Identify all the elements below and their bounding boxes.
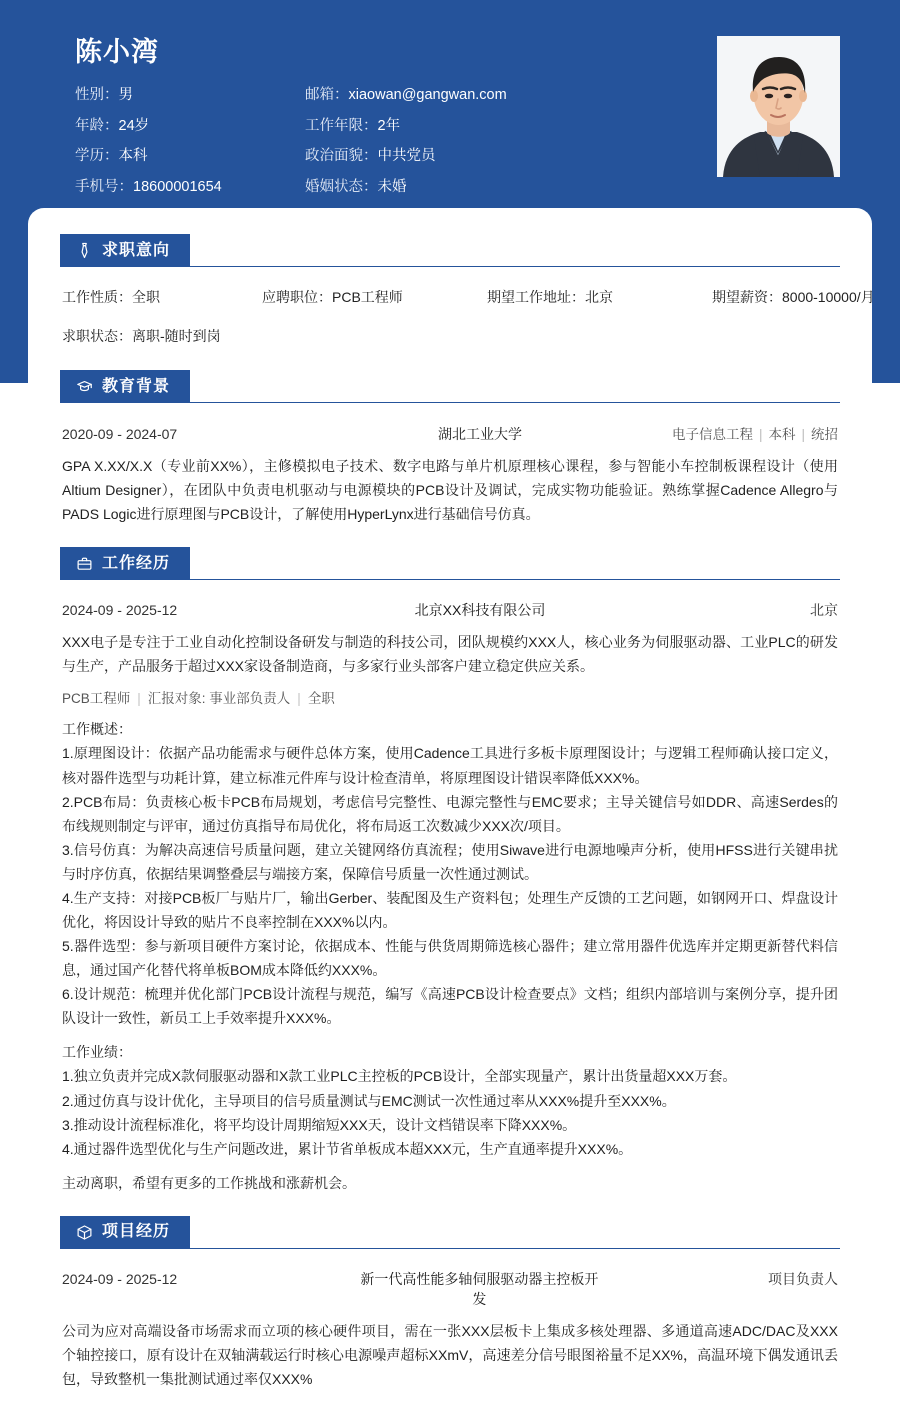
work-achievement-item: 1.独立负责并完成X款伺服驱动器和X款工业PLC主控板的PCB设计，全部实现量产，累计出货量超XXX万套。 <box>62 1068 737 1085</box>
section-title: 求职意向 <box>102 241 171 259</box>
education-description: GPA X.XX/X.X（专业前XX%），主修模拟电子技术、数字电路与单片机原理核心课程，参与智能小车控制板课程设计（使用Altium Designer），在团队中负责电机驱动与电源模块的PCB设计及调试，完成实物功能验证。熟练掌握Cadence Allegro与PADS Logic进行原理图与PCB设计，了解使用HyperLynx进行基础信号仿真。 <box>62 458 838 523</box>
work-overview-title: 工作概述： <box>62 721 132 738</box>
section-job-intention <box>60 234 875 364</box>
project-date: 2024-09 - 2025-12 <box>62 1270 178 1287</box>
field-target-position: 应聘职位：PCB工程师 <box>262 289 403 305</box>
work-role: PCB工程师 <box>62 691 131 707</box>
section-education <box>60 370 840 541</box>
work-achievement-item: 2.通过仿真与设计优化，主导项目的信号质量测试与EMC测试一次性通过率从XXX%提升至XXX%。 <box>62 1092 676 1109</box>
graduation-cap-icon <box>76 378 93 395</box>
section-tab <box>60 1216 190 1249</box>
work-leave-reason: 主动离职，希望有更多的工作挑战和涨薪机会。 <box>62 1174 356 1191</box>
candidate-name: 陈小湾 <box>75 37 159 67</box>
section-title: 工作经历 <box>102 554 171 572</box>
work-overview-item: 6.设计规范：梳理并优化部门PCB设计流程与规范，编写《高速PCB设计检查要点》文档；组织内部培训与案例分享，提升团队设计一致性，新员工上手效率提升XXX%。 <box>62 986 838 1027</box>
info-age: 年龄：24岁 <box>75 117 150 134</box>
section-header-job-intention <box>60 234 840 267</box>
project-entry-header <box>60 1253 840 1309</box>
work-achievement-item: 3.推动设计流程标准化，将平均设计周期缩短XXX天，设计文档错误率下降XXX%。 <box>62 1116 577 1133</box>
field-expected-salary: 期望薪资：8000-10000/月 <box>712 289 875 305</box>
info-education-level: 学历：本科 <box>75 148 148 165</box>
section-header-education <box>60 370 840 403</box>
section-title: 教育背景 <box>102 377 171 395</box>
field-job-type: 工作性质：全职 <box>62 289 160 305</box>
info-gender: 性别：男 <box>75 86 133 103</box>
section-work-experience <box>60 547 840 1210</box>
work-leave-reason-block <box>60 1161 840 1195</box>
avatar <box>717 36 840 177</box>
work-achievement-item: 4.通过器件选型优化与生产问题改进，累计节省单板成本超XXX元，生产直通率提升XXX%。 <box>62 1140 633 1157</box>
work-overview-item: 3.信号仿真：为解决高速信号质量问题，建立关键网络仿真流程；使用Siwave进行电源地噪声分析，使用HFSS进行关键串扰与时序仿真，依据结果调整叠层与端接方案，保障信号质量一次性通过测试。 <box>62 841 838 882</box>
briefcase-icon <box>76 555 93 572</box>
work-overview-item: 2.PCB布局：负责核心板卡PCB布局规划，考虑信号完整性、电源完整性与EMC要求；主导关键信号如DDR、高速Serdes的布线规则制定与评审，通过仿真指导布局优化，将布局返工次数减少XXX次/项目。 <box>62 793 838 834</box>
field-job-status: 求职状态：离职-随时到岗 <box>62 328 221 344</box>
section-header-project <box>60 1216 840 1249</box>
work-company-intro: XXX电子是专注于工业自动化控制设备研发与制造的科技公司，团队规模约XXX人，核心业务为伺服驱动器、工业PLC的研发与生产，产品服务于超过XXX家设备制造商，与多家行业头部客户建立稳定供应关系。 <box>62 634 838 675</box>
basic-info-grid <box>75 86 717 197</box>
section-header-work <box>60 547 840 580</box>
work-city: 北京 <box>810 602 838 619</box>
project-role: 项目负责人 <box>768 1270 838 1287</box>
info-phone: 手机号：18600001654 <box>75 179 222 196</box>
info-experience-years: 工作年限：2年 <box>305 117 401 134</box>
section-project-experience <box>60 1216 840 1391</box>
work-overview-item: 4.生产支持：对接PCB板厂与贴片厂，输出Gerber、装配图及生产资料包；处理生产反馈的工艺问题，如钢网开口、焊盘设计优化，将因设计导致的贴片不良率控制在XXX%以内。 <box>62 889 838 931</box>
necktie-icon <box>76 242 93 259</box>
education-date: 2020-09 - 2024-07 <box>62 426 178 442</box>
separator: | <box>137 691 141 707</box>
resume-card <box>28 208 875 1417</box>
work-type: 全职 <box>307 691 335 707</box>
education-degree: 本科 <box>768 427 796 442</box>
work-entry-header <box>60 584 840 620</box>
project-name: 新一代高性能多轴伺服驱动器主控板开发 <box>360 1270 599 1307</box>
job-intention-fields <box>60 271 875 364</box>
section-tab <box>60 370 190 403</box>
info-political-status: 政治面貌：中共党员 <box>305 148 436 165</box>
info-email: 邮箱：xiaowan@gangwan.com <box>305 86 507 103</box>
work-achievement-title: 工作业绩： <box>62 1044 132 1061</box>
info-marital-status: 婚姻状态：未婚 <box>305 179 407 196</box>
work-overview-item: 5.器件选型：参与新项目硬件方案讨论，依据成本、性能与供货周期筛选核心器件；建立常用器件优选库并定期更新替代料信息，通过国产化替代将单板BOM成本降低约XXX%。 <box>62 938 838 979</box>
education-entry-header <box>60 407 840 444</box>
work-company: 北京XX科技有限公司 <box>414 602 546 619</box>
separator: | <box>297 691 301 707</box>
work-report-to: 汇报对象: 事业部负责人 <box>147 691 291 707</box>
work-overview-item: 1.原理图设计：依据产品功能需求与硬件总体方案，使用Cadence工具进行多板卡原理图设计；与逻辑工程师确认接口定义，核对器件选型与功耗计算，建立标准元件库与设计检查清单，将原理图设计错误率降低XXX%。 <box>62 745 838 786</box>
section-title: 项目经历 <box>102 1223 171 1241</box>
work-achievement-block <box>60 1030 840 1160</box>
field-target-location: 期望工作地址：北京 <box>487 289 613 305</box>
separator: | <box>801 427 805 442</box>
spacer <box>60 526 840 541</box>
work-overview-block <box>60 707 840 1030</box>
education-major: 电子信息工程 <box>671 427 753 442</box>
project-description: 公司为应对高端设备市场需求而立项的核心硬件项目，需在一张XXX层板卡上集成多核处理器、多通道高速ADC/DAC及XXX个轴控接口，原有设计在双轴满载运行时核心电源噪声超标XXmV，高速差分信号眼图裕量不足XX%，高温环境下偶发通讯丢包，导致整机一集批测试通过率仅XXX% <box>62 1322 838 1388</box>
avatar-illustration <box>717 36 840 177</box>
box-icon <box>76 1224 93 1241</box>
section-tab <box>60 234 190 267</box>
work-meta <box>60 678 840 707</box>
education-school: 湖北工业大学 <box>438 426 522 442</box>
spacer <box>60 1195 840 1210</box>
section-tab <box>60 547 190 580</box>
resume-header <box>0 0 900 208</box>
education-tags <box>598 423 838 443</box>
education-admission: 统招 <box>811 427 838 442</box>
header-left <box>75 34 717 197</box>
work-date: 2024-09 - 2025-12 <box>62 602 178 619</box>
separator: | <box>758 427 763 442</box>
